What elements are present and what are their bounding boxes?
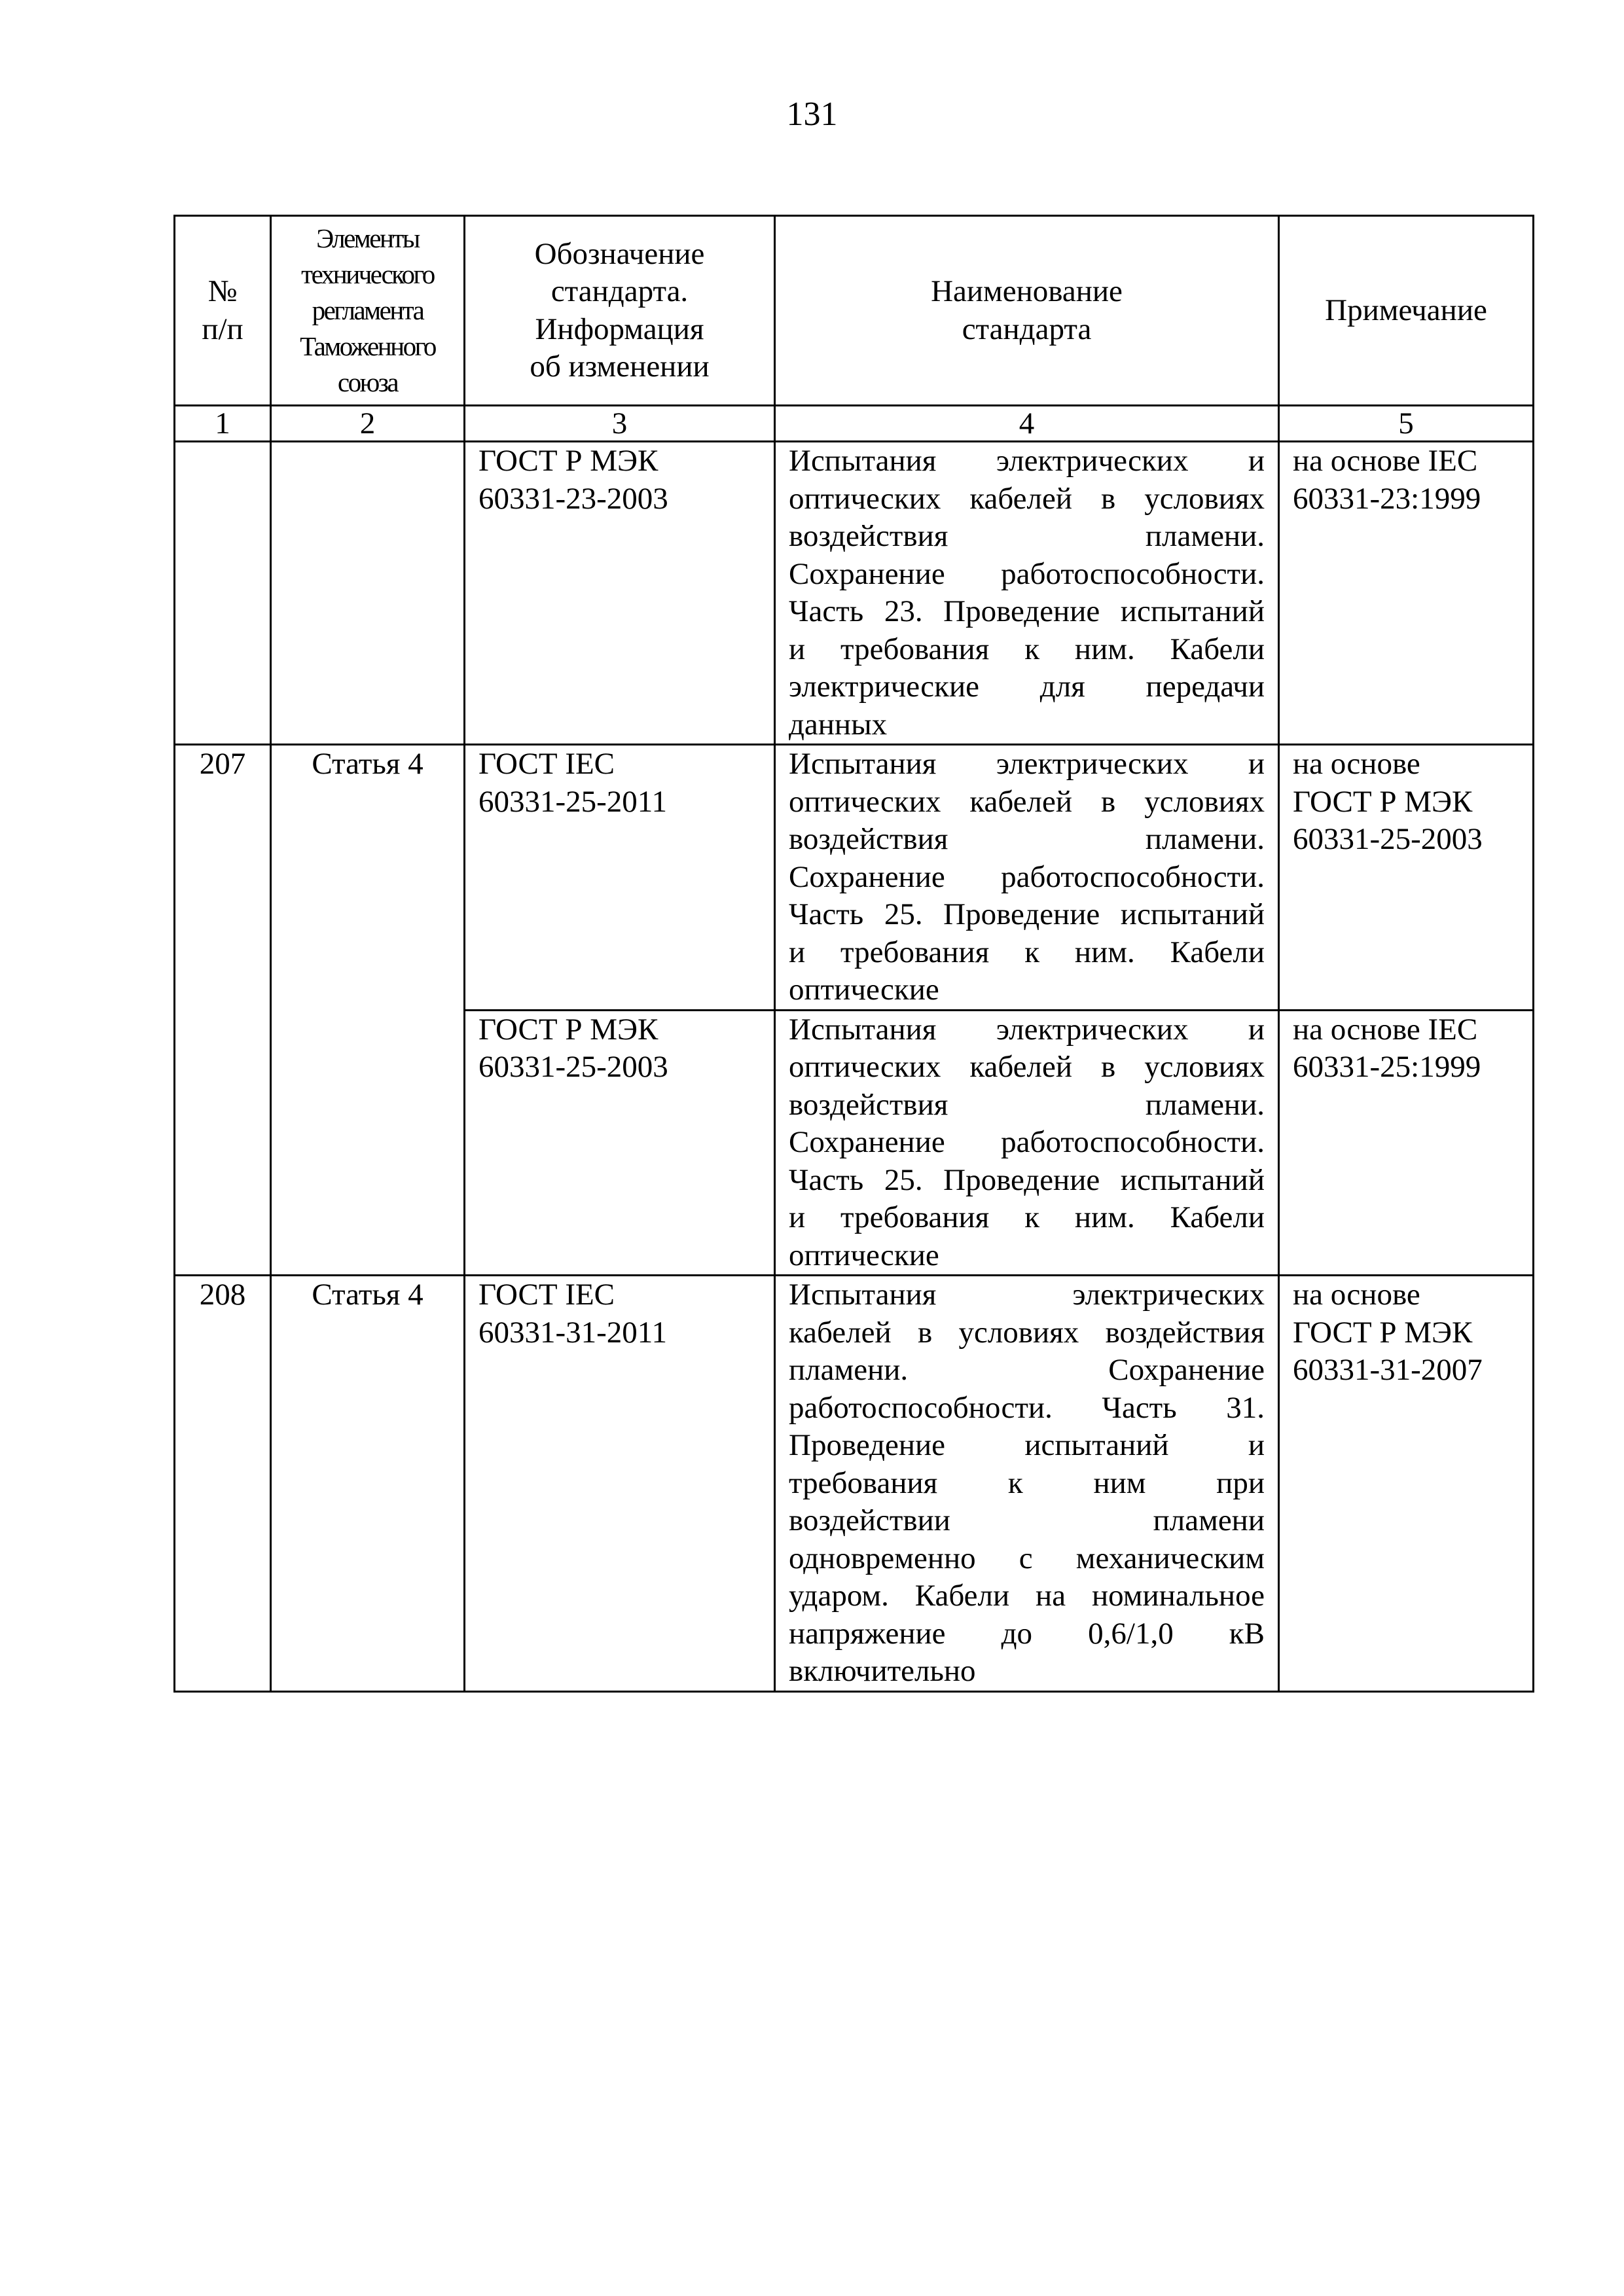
- row-number: 207: [175, 745, 271, 1276]
- row-designation: ГОСТ Р МЭК 60331-25-2003: [465, 1010, 775, 1276]
- header-note: Примечание: [1279, 216, 1534, 406]
- row-standard-name: Испытания электрических и оптических кабелей в условиях воздействия пламени. Сохранение работоспособности. Часть 25. Проведение испытаний и требования к ним. Кабели оптические: [775, 745, 1279, 1011]
- row-number: [175, 442, 271, 745]
- header-num: № п/п: [175, 216, 271, 406]
- row-standard-name: Испытания электрических и оптических кабелей в условиях воздействия пламени. Сохранение работоспособности. Часть 25. Проведение испытаний и требования к ним. Кабели оптические: [775, 1010, 1279, 1276]
- row-standard-name: Испытания электрических кабелей в условиях воздействия пламени. Сохранение работоспособности. Часть 31. Проведение испытаний и требования к ним при воздействии пламени одновременно с механическим ударом. Кабели на номинальное напряжение до 0,6/1,0 кВ включительно: [775, 1276, 1279, 1692]
- column-number: 4: [775, 406, 1279, 442]
- standards-table: [173, 215, 1534, 1693]
- column-number: 1: [175, 406, 271, 442]
- header-row: [175, 216, 1534, 406]
- row-number: 208: [175, 1276, 271, 1692]
- header-name: Наименование стандарта: [775, 216, 1279, 406]
- row-article: Статья 4: [271, 1276, 465, 1692]
- header-designation: Обозначение стандарта. Информация об изменении: [465, 216, 775, 406]
- row-standard-name: Испытания электрических и оптических кабелей в условиях воздействия пламени. Сохранение работоспособности. Часть 23. Проведение испытаний и требования к ним. Кабели электрические для передачи данных: [775, 442, 1279, 745]
- row-article: Статья 4: [271, 745, 465, 1276]
- column-number-row: [175, 406, 1534, 442]
- table-row: [175, 745, 1534, 1011]
- row-designation: ГОСТ IEC 60331-25-2011: [465, 745, 775, 1011]
- row-note: на основе IEC 60331-25:1999: [1279, 1010, 1534, 1276]
- row-article: [271, 442, 465, 745]
- row-note: на основе IEC 60331-23:1999: [1279, 442, 1534, 745]
- column-number: 2: [271, 406, 465, 442]
- page-number: 131: [786, 96, 838, 133]
- column-number: 5: [1279, 406, 1534, 442]
- column-number: 3: [465, 406, 775, 442]
- row-note: на основе ГОСТ Р МЭК 60331-25-2003: [1279, 745, 1534, 1011]
- table-row: [175, 442, 1534, 745]
- table-row: [175, 1276, 1534, 1692]
- header-tr-element: Элементы технического регламента Таможенного союза: [271, 216, 465, 406]
- row-note: на основе ГОСТ Р МЭК 60331-31-2007: [1279, 1276, 1534, 1692]
- row-designation: ГОСТ IEC 60331-31-2011: [465, 1276, 775, 1692]
- row-designation: ГОСТ Р МЭК 60331-23-2003: [465, 442, 775, 745]
